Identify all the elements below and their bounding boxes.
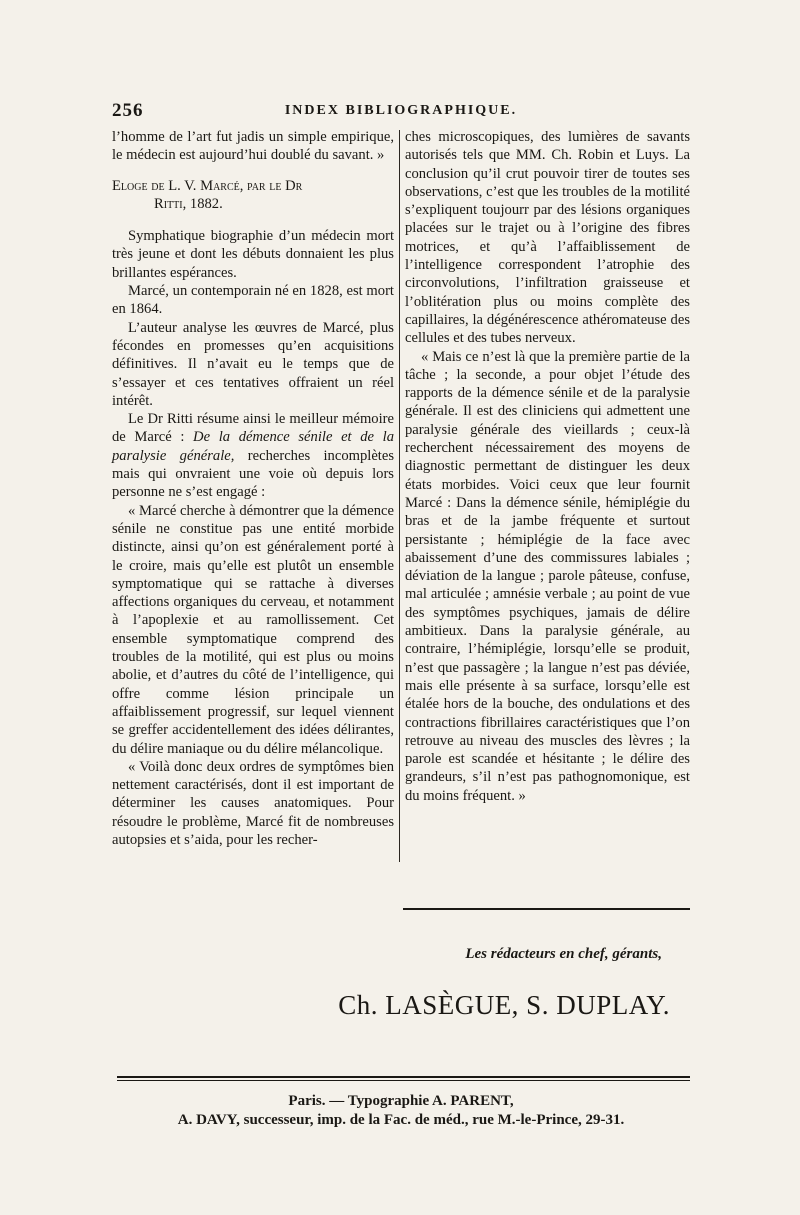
left-paragraph-7: « Voilà donc deux ordres de symptômes bien nettement caractérisés, dont il est important de déterminer les causes anatomiques. Pour résoudre le problème, Marcé fit de nombreuses autopsies et s’aida, pour les recher- — [112, 758, 394, 848]
footer-rule — [117, 1076, 690, 1078]
footer-rule-thin — [117, 1080, 690, 1081]
printer-imprint — [112, 1092, 690, 1130]
section-rule — [403, 908, 690, 910]
eloge-heading — [112, 177, 394, 214]
editors-names: Ch. LASÈGUE, S. DUPLAY. — [338, 990, 670, 1020]
column-divider — [399, 130, 400, 862]
left-column — [112, 128, 394, 849]
memoir-title: De la démence sénile et de la paralysie générale, — [112, 429, 395, 464]
running-title: INDEX BIBLIOGRAPHIQUE. — [284, 103, 518, 118]
right-column — [405, 128, 690, 805]
left-paragraph-4: L’auteur analyse les œuvres de Marcé, plus fécondes en promesses qu’en acquisitions définitives. Il n’avait eu le temps que de s’essayer et ces tentatives offraient un réel intérêt. — [112, 319, 394, 409]
page-header — [112, 100, 690, 122]
printer-line-2: A. DAVY, successeur, imp. de la Fac. de méd., rue M.-le-Prince, 29-31. — [177, 1112, 625, 1128]
editors-signoff: Les rédacteurs en chef, gérants, — [465, 946, 662, 962]
left-paragraph-6: « Marcé cherche à démontrer que la démence sénile ne constitue pas une entité morbide distincte, ainsi qu’on est généralement porté à le croire, mais qu’elle est plutôt un ensemble symptomatique qui se rattache à diverses affections organiques du cerveau, et notamment à l’apoplexie et au ramollissement. Cet ensemble symptomatique comprend des troubles de la motilité, qui est plus ou moins abolie, et d’autres du côté de l’intelligence, qui offre comme lésion principale un affaiblissement progressif, sur lequel viennent se greffer accidentellement des idées délirantes, du délire maniaque ou du délire mélancolique. — [112, 502, 394, 757]
printer-line-1: Paris. — Typographie A. PARENT, — [288, 1093, 514, 1109]
left-paragraph-5 — [112, 410, 394, 501]
left-paragraph-3: Marcé, un contemporain né en 1828, est mort en 1864. — [112, 283, 394, 318]
right-paragraph-2: « Mais ce n’est là que la première partie de la tâche ; la seconde, a pour objet l’étude des rapports de la démence sénile et de la paralysie générale. Il est des cliniciens qui admettent une paralysie générale des vieillards ; ceux-là recherchent nécessairement des moyens de diagnostic permettant de distinguer les deux états morbides. Voici ceux que leur fournit Marcé : Dans la démence sénile, hémiplégie du bras et de la jambe fréquente et surtout persistante ; hémiplégie de la face avec abaissement d’une des commissures labiales ; déviation de la langue ; parole pâteuse, confuse, mal articulée ; amnésie verbale ; au point de vue des symptômes psychiques, jamais de délire ambitieux. Dans la paralysie générale, au contraire, l’hémiplégie, lorsqu’elle se produit, n’est que passagère ; la langue n’est pas déviée, mais elle présente à sa surface, lorsqu’elle est étalée hors de la bouche, des ondulations et des contractions fibrillaires caractéristiques que l’on retrouve au niveau des muscles des lèvres ; la parole est scandée et hésitante ; le délire des grandeurs, s’il n’est pas pathognomonique, est du moins fréquent. » — [405, 348, 690, 804]
eloge-title-line-2: Ritti, 1882. — [154, 195, 223, 212]
left-paragraph-5a: Le Dr Ritti résume ainsi le meilleur mémoire de Marcé : — [112, 411, 394, 446]
right-paragraph-1: ches microscopiques, des lumières de savants autorisés tels que MM. Ch. Robin et Luys. La conclusion qu’il crut pouvoir tirer de toutes ses observations, c’est que les troubles de la motilité s’expliquent toujourr par des lésions organiques placées sur le trajet ou à l’origine des fibres motrices, et qu’à l’affaiblissement de l’intelligence correspondent l’atrophie des circonvolutions, l’infiltration graisseuse et l’oblitération plus ou moins complète des capillaires, la dégénérescence athéromateuse des cellules et des tubes nerveux. — [405, 129, 690, 347]
left-paragraph-1: l’homme de l’art fut jadis un simple empirique, le médecin est aujourd’hui doublé du savant. » — [112, 129, 394, 164]
page-number: 256 — [112, 100, 144, 121]
left-paragraph-5b: recherches incomplètes mais qui onvraient une voie où depuis lors personne ne s’est engagé : — [112, 447, 395, 501]
left-paragraph-2: Symphatique biographie d’un médecin mort très jeune et dont les débuts donnaient les plus brillantes espérances. — [112, 228, 394, 281]
eloge-title-line-1: Eloge de L. V. Marcé, par le Dr — [112, 177, 303, 194]
